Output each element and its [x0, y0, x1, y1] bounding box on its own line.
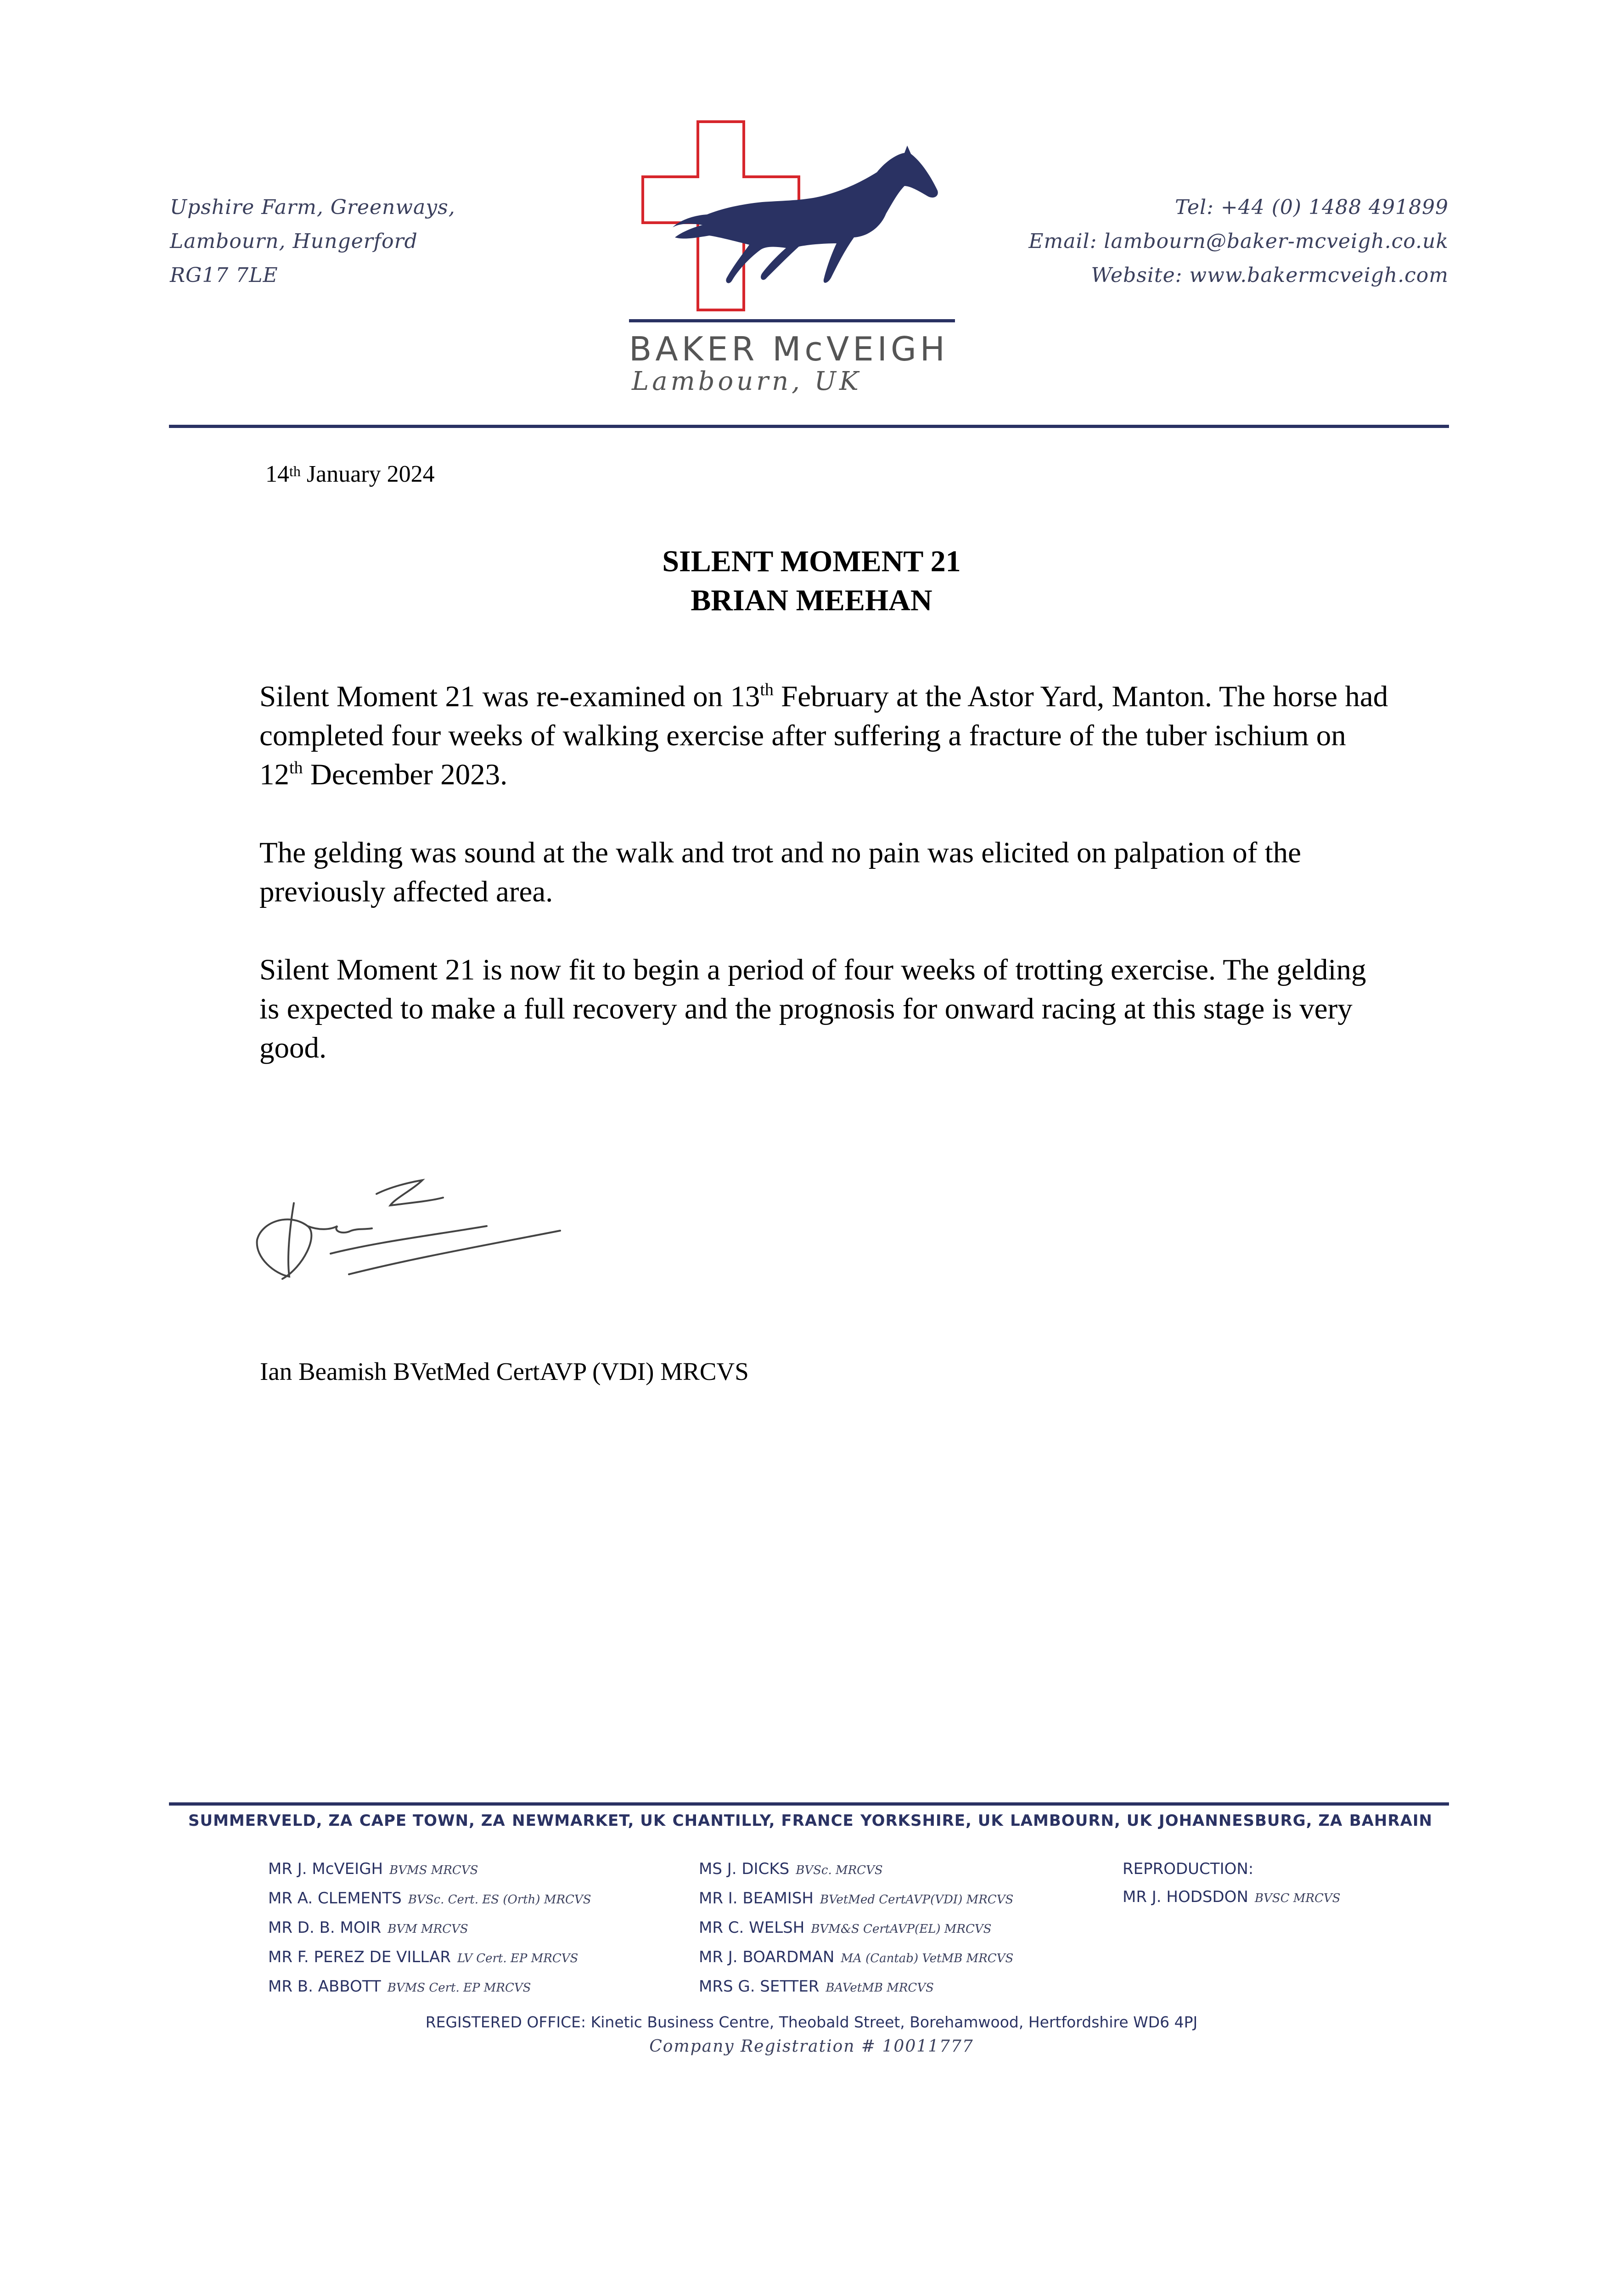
location-item: CAPE TOWN, ZA: [359, 1812, 505, 1830]
staff-qualification: BVMS Cert. EP MRCVS: [387, 1981, 531, 1995]
staff-entry: [699, 1943, 1013, 1973]
staff-name: MR D. B. MOIR: [268, 1919, 382, 1937]
staff-qualification: BVSc. Cert. ES (Orth) MRCVS: [408, 1893, 591, 1907]
website-line: Website: www.bakermcveigh.com: [1091, 264, 1449, 287]
header-divider: [169, 425, 1449, 428]
paragraph-1: [259, 677, 1389, 794]
staff-entry: [268, 1885, 591, 1914]
staff-qualification: BVetMed CertAVP(VDI) MRCVS: [820, 1893, 1014, 1907]
staff-entry: [699, 1914, 1013, 1943]
staff-qualification: BVSc. MRCVS: [796, 1863, 883, 1877]
staff-qualification: BAVetMB MRCVS: [826, 1981, 934, 1995]
p1-text: Silent Moment 21 was re-examined on 13: [259, 680, 760, 713]
staff-entry: [268, 1973, 591, 2002]
p1-sup: th: [289, 758, 303, 777]
staff-name: MR B. ABBOTT: [268, 1977, 381, 1996]
staff-entry: [699, 1973, 1013, 2002]
staff-qualification: BVM MRCVS: [387, 1922, 468, 1936]
staff-column-2: [699, 1855, 1013, 2002]
reproduction-label: REPRODUCTION:: [1123, 1860, 1254, 1878]
location-item: YORKSHIRE, UK: [860, 1812, 1004, 1830]
staff-entry: [699, 1885, 1013, 1914]
location-item: BAHRAIN: [1349, 1812, 1432, 1830]
registered-office: REGISTERED OFFICE: Kinetic Business Centre, Theobald Street, Borehamwood, Hertfordshire WD6 4PJ: [425, 2013, 1198, 2031]
staff-name: MR I. BEAMISH: [699, 1889, 814, 1908]
staff-entry: [268, 1943, 591, 1973]
brand-location: Lambourn, UK: [632, 366, 862, 396]
address-line: Lambourn, Hungerford: [170, 230, 418, 253]
p1-text: December 2023.: [303, 758, 508, 791]
staff-name: MR A. CLEMENTS: [268, 1889, 402, 1908]
date-suffix: th: [289, 463, 301, 479]
location-item: LAMBOURN, UK: [1010, 1812, 1152, 1830]
p1-text: February at the Astor Yard, Manton. The horse had completed four weeks of walking exercise after suffering a fracture of the tuber ischium on 12: [259, 680, 1388, 791]
company-address: [170, 191, 537, 293]
staff-qualification: BVMS MRCVS: [389, 1863, 478, 1877]
email-line: Email: lambourn@baker-mcveigh.co.uk: [1028, 230, 1449, 253]
address-line: Upshire Farm, Greenways,: [170, 196, 455, 219]
staff-name: MS J. DICKS: [699, 1860, 790, 1878]
paragraph-3: Silent Moment 21 is now fit to begin a period of four weeks of trotting exercise. The gelding is expected to make a full recovery and the prognosis for onward racing at this stage is very good.: [259, 953, 1366, 1064]
staff-name: MR J. BOARDMAN: [699, 1948, 835, 1966]
staff-qualification: BVSC MRCVS: [1254, 1891, 1341, 1905]
location-item: SUMMERVELD, ZA: [188, 1812, 353, 1830]
address-line: RG17 7LE: [170, 264, 278, 287]
staff-name: MR F. PEREZ DE VILLAR: [268, 1948, 451, 1966]
staff-column-3: [1123, 1855, 1340, 1913]
staff-entry: [1123, 1883, 1340, 1913]
letter-title-trainer: BRIAN MEEHAN: [691, 584, 932, 617]
company-registration: Company Registration # 10011777: [649, 2037, 974, 2056]
letter-title-horse: SILENT MOMENT 21: [662, 545, 961, 578]
staff-qualification: LV Cert. EP MRCVS: [457, 1952, 578, 1965]
signature: [239, 1162, 569, 1300]
paragraph-2: The gelding was sound at the walk and trot and no pain was elicited on palpation of the previously affected area.: [259, 836, 1302, 908]
staff-qualification: BVM&S CertAVP(EL) MRCVS: [811, 1922, 992, 1936]
horse-icon: [673, 146, 938, 283]
staff-entry: [268, 1855, 591, 1885]
company-contact: [987, 191, 1449, 293]
staff-entry: [268, 1914, 591, 1943]
office-locations: [170, 1812, 1451, 1830]
baker-mcveigh-logo: [629, 117, 960, 356]
staff-name: MR C. WELSH: [699, 1919, 805, 1937]
letter-date: [265, 461, 435, 488]
staff-entry: [699, 1855, 1013, 1885]
signer-name: Ian Beamish BVetMed CertAVP (VDI) MRCVS: [260, 1357, 749, 1385]
location-item: CHANTILLY, FRANCE: [672, 1812, 854, 1830]
location-item: NEWMARKET, UK: [512, 1812, 666, 1830]
date-day: 14: [265, 461, 289, 487]
phone-line: Tel: +44 (0) 1488 491899: [1175, 196, 1449, 219]
staff-name: MR J. McVEIGH: [268, 1860, 383, 1878]
staff-name: MRS G. SETTER: [699, 1977, 820, 1996]
location-item: JOHANNESBURG, ZA: [1159, 1812, 1343, 1830]
brand-name: BAKER McVEIGH: [629, 330, 949, 368]
staff-qualification: MA (Cantab) VetMB MRCVS: [841, 1952, 1014, 1965]
staff-name: MR J. HODSDON: [1123, 1888, 1248, 1906]
footer-divider: [169, 1802, 1449, 1806]
date-rest: January 2024: [300, 461, 435, 487]
staff-column-1: [268, 1855, 591, 2002]
p1-sup: th: [760, 680, 774, 699]
